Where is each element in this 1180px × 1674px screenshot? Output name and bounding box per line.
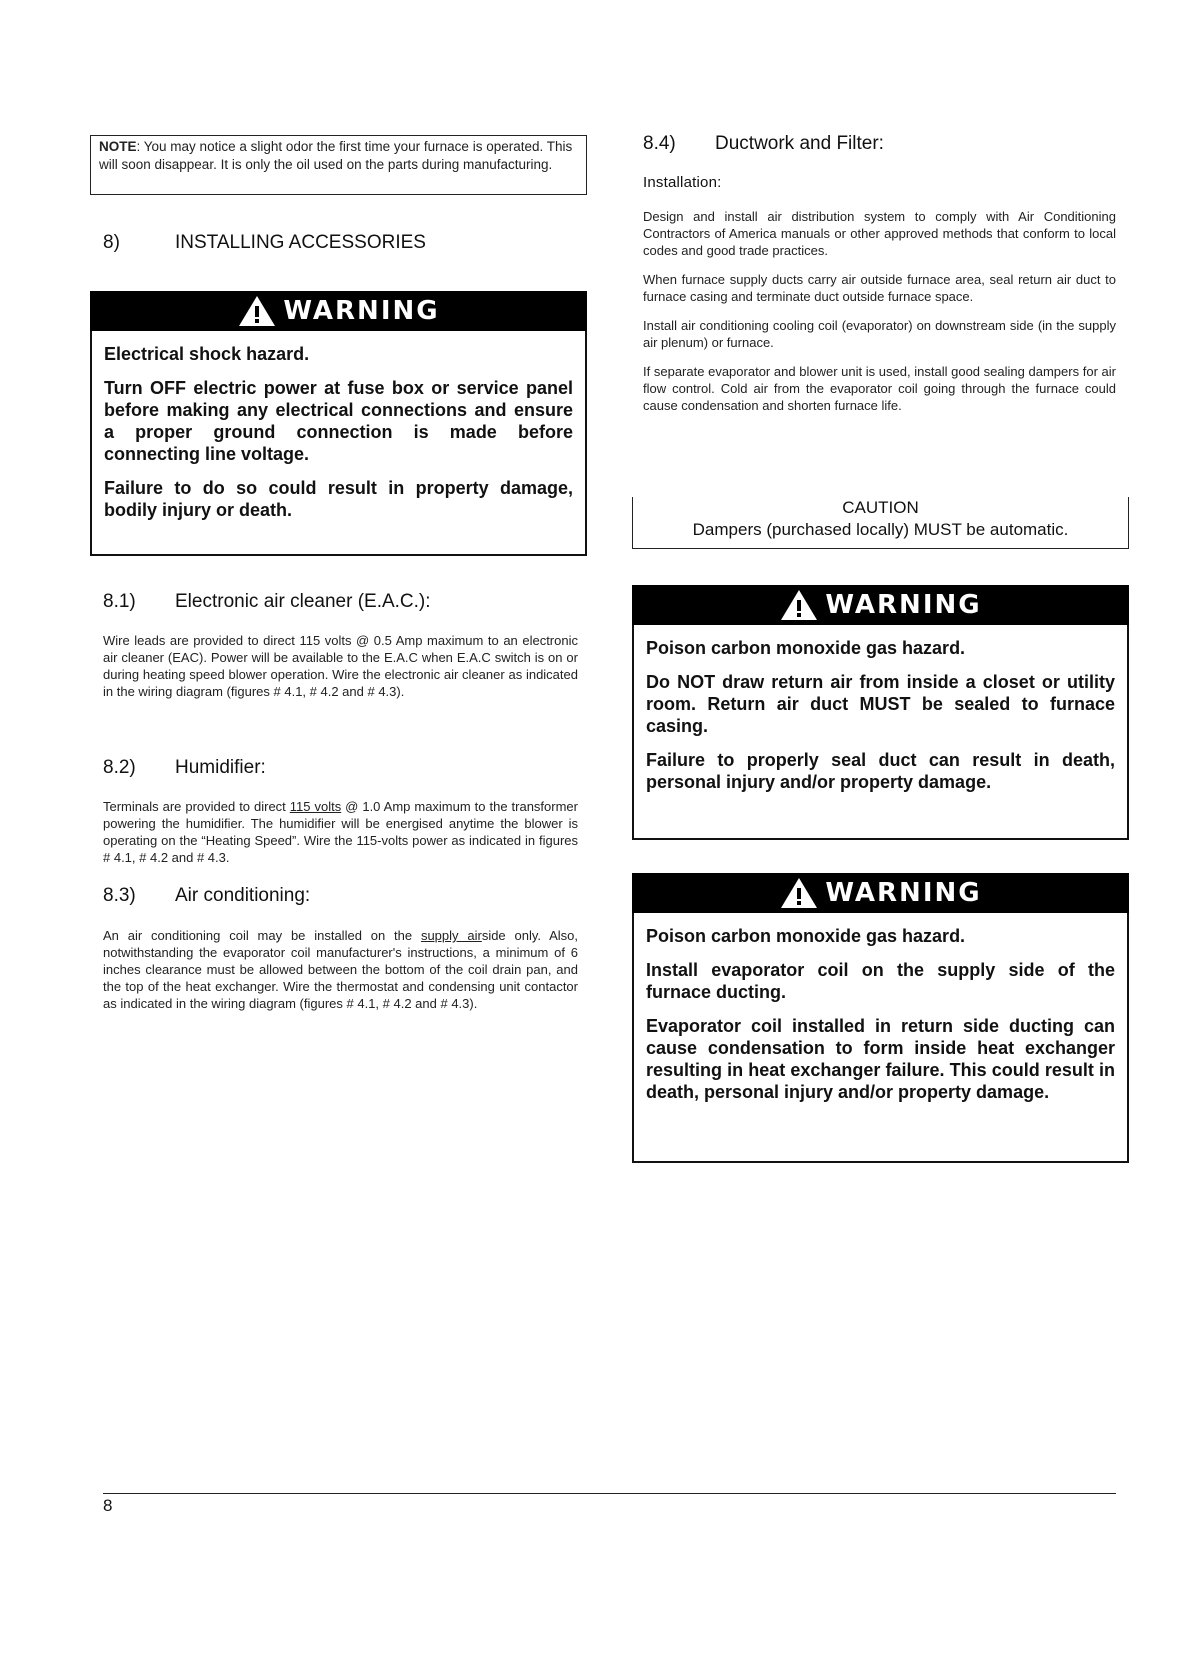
warning-line: Electrical shock hazard. [104, 344, 310, 364]
subsection-number: 8.4) [643, 133, 676, 154]
subsection-title: Electronic air cleaner (E.A.C.): [175, 591, 431, 612]
warning-body [92, 331, 585, 539]
underlined-text: 115 volts [289, 799, 342, 814]
underlined-text: supply air [420, 928, 482, 943]
page-number: 8 [103, 1496, 113, 1515]
warning-body [634, 913, 1127, 1121]
section-number: 8) [103, 232, 120, 253]
warning-header [632, 873, 1129, 913]
warning-title: WARNING [283, 296, 440, 326]
warning-header [90, 291, 587, 331]
note-box [90, 135, 587, 195]
warning-triangle-icon [779, 876, 819, 910]
ductwork-paragraph: Install air conditioning cooling coil (evaporator) on downstream side (in the supply air plenum) or furnace. [643, 318, 1116, 350]
air-conditioning-paragraph [103, 927, 578, 1012]
caution-text: Dampers (purchased locally) MUST be automatic. [692, 520, 1069, 539]
warning-body [634, 625, 1127, 811]
section-title: INSTALLING ACCESSORIES [175, 232, 426, 253]
text-run: Terminals are provided to direct [103, 799, 290, 814]
subsection-number: 8.1) [103, 591, 136, 612]
caution-title: CAUTION [842, 498, 919, 517]
warning-title: WARNING [825, 590, 982, 620]
warning-line: Turn OFF electric power at fuse box or service panel before making any electrical connections and ensure a proper ground connection is made before connecting line voltage. [104, 378, 573, 464]
ductwork-paragraph: Design and install air distribution system to comply with Air Conditioning Contractors of America manuals or other approved methods that conform to local codes and good trade practices. [643, 209, 1116, 258]
ductwork-paragraph: When furnace supply ducts carry air outside furnace area, seal return air duct to furnace casing and terminate duct outside furnace space. [643, 272, 1116, 304]
installation-subtitle: Installation: [643, 174, 722, 191]
warning-box-evaporator [632, 873, 1129, 1163]
warning-line: Do NOT draw return air from inside a closet or utility room. Return air duct MUST be sealed to furnace casing. [646, 672, 1115, 736]
note-label: NOTE [99, 139, 137, 154]
warning-line: Failure to properly seal duct can result in death, personal injury and/or property damage. [646, 750, 1115, 792]
subsection-heading-8-1 [103, 591, 431, 613]
note-text: : You may notice a slight odor the first time your furnace is operated. This will soon disappear. It is only the oil used on the parts during manufacturing. [99, 139, 573, 172]
text-run: @ 1.0 Amp maximum to the transformer powering the humidifier. The humidifier will be energised anytime the blower is operating on the “Heating Speed”. Wire the 115-volts power as indicated in figures # 4.1, # 4.2 and # 4.3. [103, 799, 578, 865]
subsection-number: 8.3) [103, 885, 136, 906]
warning-header [632, 585, 1129, 625]
warning-line: Poison carbon monoxide gas hazard. [646, 638, 966, 658]
section-heading [103, 232, 426, 254]
warning-line: Failure to do so could result in property damage, bodily injury or death. [104, 478, 573, 520]
subsection-heading-8-3 [103, 885, 310, 907]
warning-box-return-air [632, 585, 1129, 840]
caution-box [632, 497, 1129, 549]
humidifier-paragraph [103, 798, 578, 866]
warning-triangle-icon [237, 294, 277, 328]
subsection-title: Humidifier: [175, 757, 266, 778]
subsection-title: Ductwork and Filter: [715, 133, 884, 154]
warning-line: Install evaporator coil on the supply side of the furnace ducting. [646, 960, 1115, 1002]
ductwork-paragraph: If separate evaporator and blower unit is used, install good sealing dampers for air flow control. Cold air from the evaporator coil going through the furnace could cause condensation and shorten furnace life. [643, 364, 1116, 413]
subsection-title: Air conditioning: [175, 885, 311, 906]
warning-line: Evaporator coil installed in return side ducting can cause condensation to form inside heat exchanger resulting in heat exchanger failure. This could result in death, personal injury and/or property damage. [646, 1016, 1115, 1102]
text-run: An air conditioning coil may be installed on the [103, 928, 421, 943]
warning-title: WARNING [825, 878, 982, 908]
footer-rule [103, 1493, 1116, 1494]
warning-triangle-icon [779, 588, 819, 622]
eac-paragraph: Wire leads are provided to direct 115 volts @ 0.5 Amp maximum to an electronic air cleaner (EAC). Power will be available to the E.A.C when E.A.C switch is on or during heating speed blower operation. Wire the electronic air cleaner as indicated in the wiring diagram (figures # 4.1, # 4.2 and # 4.3). [103, 633, 578, 699]
text-run: side only. Also, notwithstanding the evaporator coil manufacturer's instructions, a minimum of 6 inches clearance must be allowed between the bottom of the coil drain pan, and the top of the heat exchanger. Wire the thermostat and condensing unit contactor as indicated in the wiring diagram (figures # 4.1, # 4.2 and # 4.3). [103, 928, 578, 1011]
warning-line: Poison carbon monoxide gas hazard. [646, 926, 966, 946]
ductwork-paragraphs [643, 208, 1116, 414]
subsection-number: 8.2) [103, 757, 136, 778]
warning-box-electrical [90, 291, 587, 556]
subsection-heading-8-2 [103, 757, 266, 779]
subsection-heading-8-4 [643, 133, 884, 155]
